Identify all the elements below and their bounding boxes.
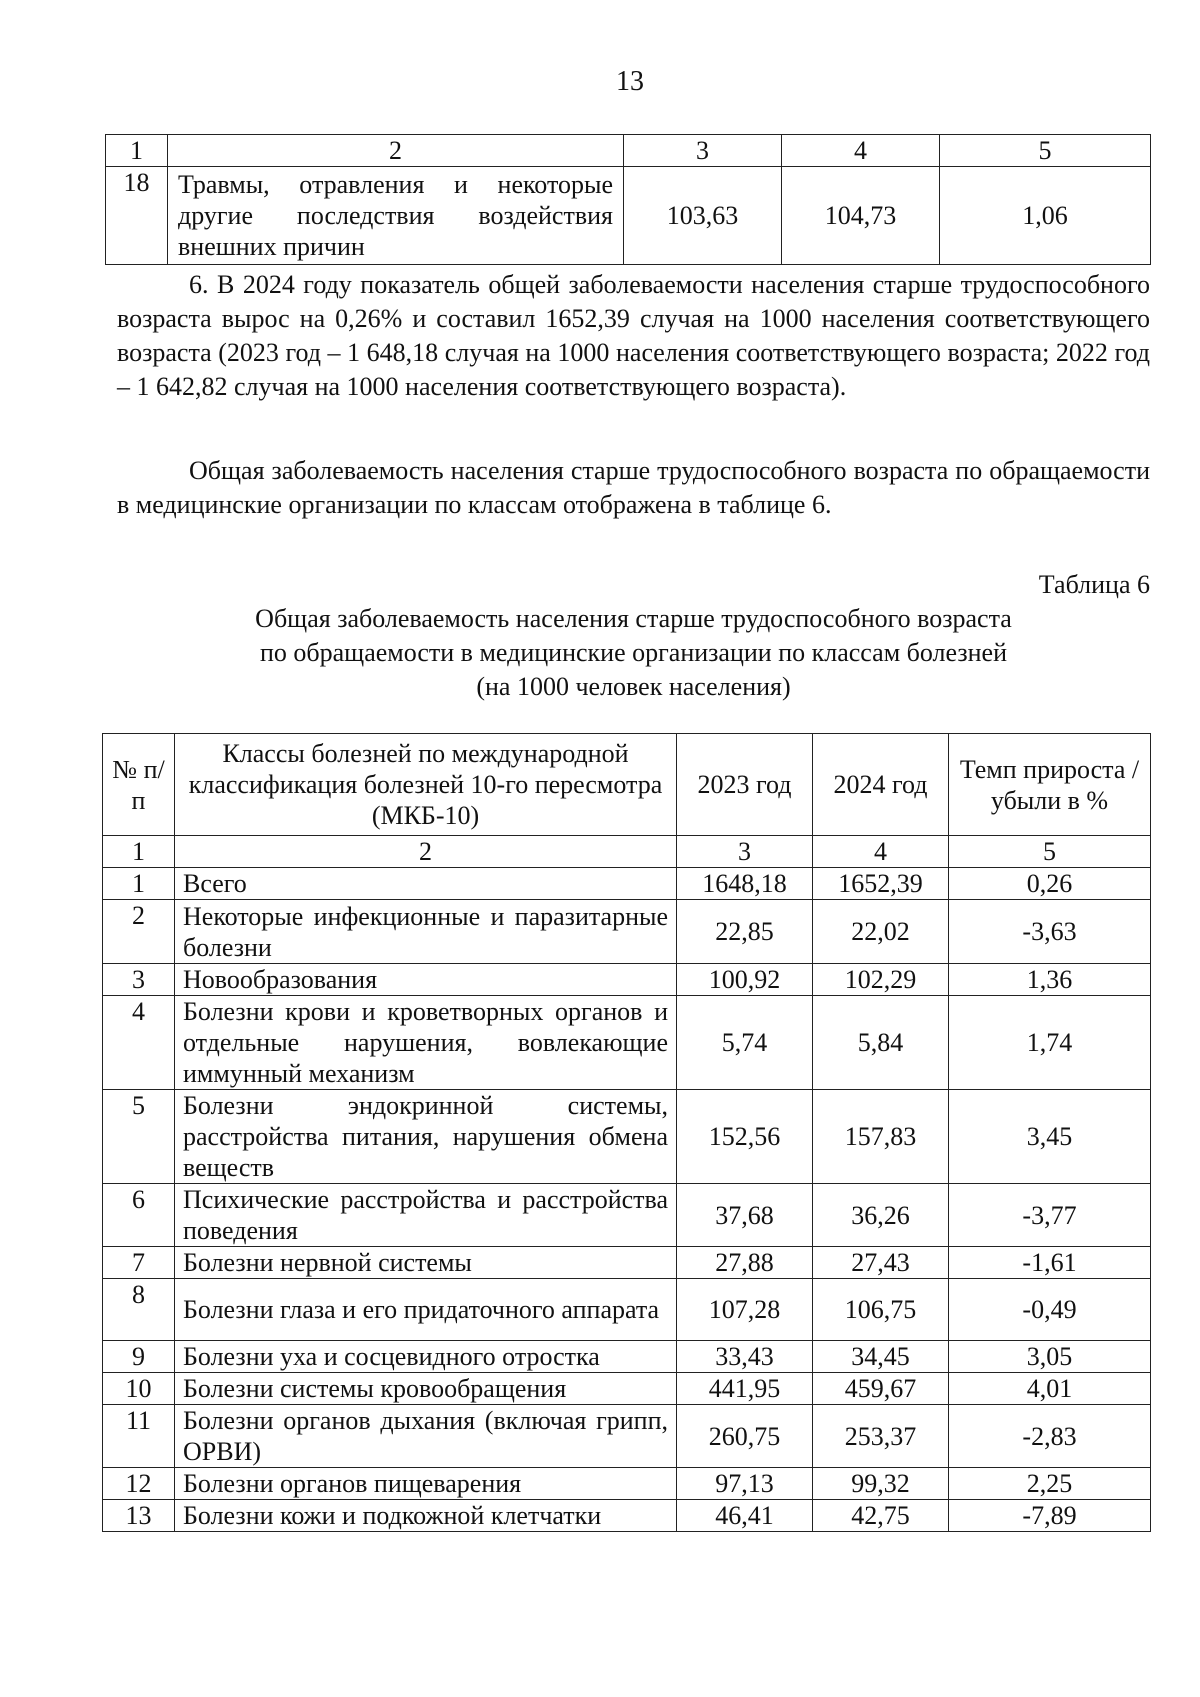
- growth-rate: 3,05: [949, 1341, 1151, 1373]
- table-row: [103, 964, 1151, 996]
- value-2023: 22,85: [677, 900, 813, 964]
- growth-rate: -3,77: [949, 1184, 1151, 1247]
- header-cell: 2: [168, 135, 624, 167]
- header-growth-rate: Темп прироста /убыли в %: [949, 734, 1151, 836]
- table-row: [103, 1090, 1151, 1184]
- header-cell: 4: [782, 135, 940, 167]
- value-2023: 97,13: [677, 1468, 813, 1500]
- growth-rate: -3,63: [949, 900, 1151, 964]
- growth-rate: 0,26: [949, 868, 1151, 900]
- value-2024: 36,26: [813, 1184, 949, 1247]
- row-number: 10: [103, 1373, 175, 1405]
- row-number: 5: [103, 1090, 175, 1184]
- header-cell: 1: [103, 836, 175, 868]
- disease-class-name: Болезни кожи и подкожной клетчатки: [175, 1500, 677, 1532]
- morbidity-table: [102, 733, 1151, 1532]
- disease-class-name: Болезни эндокринной системы, расстройства питания, нарушения обмена веществ: [175, 1090, 677, 1184]
- value-2023: 260,75: [677, 1405, 813, 1468]
- value-2023: 46,41: [677, 1500, 813, 1532]
- value-2024: 102,29: [813, 964, 949, 996]
- disease-class-name: Травмы, отравления и некоторые другие последствия воздействия внешних причин: [168, 167, 624, 265]
- table-row: [103, 868, 1151, 900]
- column-number-row: [106, 135, 1151, 167]
- value-2023: 441,95: [677, 1373, 813, 1405]
- header-cell: 1: [106, 135, 168, 167]
- value-2023: 100,92: [677, 964, 813, 996]
- value-2024: 459,67: [813, 1373, 949, 1405]
- value-2023: 5,74: [677, 996, 813, 1090]
- disease-class-name: Болезни уха и сосцевидного отростка: [175, 1341, 677, 1373]
- growth-rate: 2,25: [949, 1468, 1151, 1500]
- header-cell: 2: [175, 836, 677, 868]
- header-cell: 3: [624, 135, 782, 167]
- row-number: 12: [103, 1468, 175, 1500]
- disease-class-name: Всего: [175, 868, 677, 900]
- row-number: 11: [103, 1405, 175, 1468]
- table-body: [103, 868, 1151, 1532]
- table-row: [103, 900, 1151, 964]
- value-2023: 1648,18: [677, 868, 813, 900]
- disease-class-name: Психические расстройства и расстройства поведения: [175, 1184, 677, 1247]
- row-number: 9: [103, 1341, 175, 1373]
- growth-rate: -7,89: [949, 1500, 1151, 1532]
- table-row: [103, 1279, 1151, 1341]
- value-2024: 34,45: [813, 1341, 949, 1373]
- disease-class-name: Болезни органов дыхания (включая грипп, ОРВИ): [175, 1405, 677, 1468]
- value-2024: 5,84: [813, 996, 949, 1090]
- disease-class-name: Болезни органов пищеварения: [175, 1468, 677, 1500]
- disease-class-name: Болезни глаза и его придаточного аппарата: [175, 1279, 677, 1341]
- value-2023: 107,28: [677, 1279, 813, 1341]
- page-number: 13: [616, 66, 644, 97]
- growth-rate: -2,83: [949, 1405, 1151, 1468]
- table-row: [103, 996, 1151, 1090]
- growth-rate: 1,74: [949, 996, 1151, 1090]
- continued-table: [105, 134, 1151, 265]
- growth-rate: 4,01: [949, 1373, 1151, 1405]
- column-number-row: [103, 836, 1151, 868]
- row-number: 3: [103, 964, 175, 996]
- value-2024: 42,75: [813, 1500, 949, 1532]
- disease-class-name: Болезни системы кровообращения: [175, 1373, 677, 1405]
- row-number: 2: [103, 900, 175, 964]
- row-number: 7: [103, 1247, 175, 1279]
- row-number: 1: [103, 868, 175, 900]
- table-row: [103, 1184, 1151, 1247]
- row-number: 13: [103, 1500, 175, 1532]
- table-row: [103, 1247, 1151, 1279]
- growth-rate: 3,45: [949, 1090, 1151, 1184]
- table-caption: [117, 602, 1150, 704]
- value-2024: 157,83: [813, 1090, 949, 1184]
- header-disease-class: Классы болезней по международной классификация болезней 10-го пересмотра (МКБ-10): [175, 734, 677, 836]
- header-cell: 4: [813, 836, 949, 868]
- caption-line: Общая заболеваемость населения старше трудоспособного возраста: [255, 604, 1012, 633]
- header-cell: 5: [949, 836, 1151, 868]
- value-2023: 37,68: [677, 1184, 813, 1247]
- value-2023: 103,63: [624, 167, 782, 265]
- value-2024: 253,37: [813, 1405, 949, 1468]
- disease-class-name: Болезни крови и кроветворных органов и отдельные нарушения, вовлекающие иммунный механизм: [175, 996, 677, 1090]
- header-num: № п/п: [103, 734, 175, 836]
- value-2023: 33,43: [677, 1341, 813, 1373]
- table-row: [103, 1500, 1151, 1532]
- caption-line: (на 1000 человек населения): [476, 672, 791, 701]
- growth-rate: -0,49: [949, 1279, 1151, 1341]
- value-2024: 22,02: [813, 900, 949, 964]
- value-2024: 27,43: [813, 1247, 949, 1279]
- value-2023: 27,88: [677, 1247, 813, 1279]
- paragraph-table-reference: Общая заболеваемость населения старше трудоспособного возраста по обращаемости в медицинские организации по классам отображена в таблице 6.: [117, 456, 1150, 519]
- row-number: 4: [103, 996, 175, 1090]
- row-number: 18: [106, 167, 168, 265]
- table-header-row: [103, 734, 1151, 836]
- table-row: [106, 167, 1151, 265]
- table-row: [103, 1341, 1151, 1373]
- caption-line: по обращаемости в медицинские организации по классам болезней: [259, 638, 1008, 667]
- value-2024: 104,73: [782, 167, 940, 265]
- growth-rate: -1,61: [949, 1247, 1151, 1279]
- header-cell: 3: [677, 836, 813, 868]
- header-2023: 2023 год: [677, 734, 813, 836]
- header-cell: 5: [940, 135, 1151, 167]
- table-row: [103, 1405, 1151, 1468]
- value-2024: 106,75: [813, 1279, 949, 1341]
- disease-class-name: Некоторые инфекционные и паразитарные болезни: [175, 900, 677, 964]
- paragraph-incidence-summary: 6. В 2024 году показатель общей заболеваемости населения старше трудоспособного возраста вырос на 0,26% и составил 1652,39 случая на 1000 населения соответствующего возраста (2023 год – 1 648,18 случая на 1000 населения соответствующего возраста; 2022 год – 1 642,82 случая на 1000 населения соответствующего возраста).: [117, 270, 1150, 401]
- value-2024: 1652,39: [813, 868, 949, 900]
- value-2023: 152,56: [677, 1090, 813, 1184]
- disease-class-name: Новообразования: [175, 964, 677, 996]
- table-label: Таблица 6: [1038, 570, 1150, 599]
- table-row: [103, 1468, 1151, 1500]
- row-number: 8: [103, 1279, 175, 1341]
- disease-class-name: Болезни нервной системы: [175, 1247, 677, 1279]
- growth-rate: 1,06: [940, 167, 1151, 265]
- value-2024: 99,32: [813, 1468, 949, 1500]
- header-2024: 2024 год: [813, 734, 949, 836]
- growth-rate: 1,36: [949, 964, 1151, 996]
- table-row: [103, 1373, 1151, 1405]
- row-number: 6: [103, 1184, 175, 1247]
